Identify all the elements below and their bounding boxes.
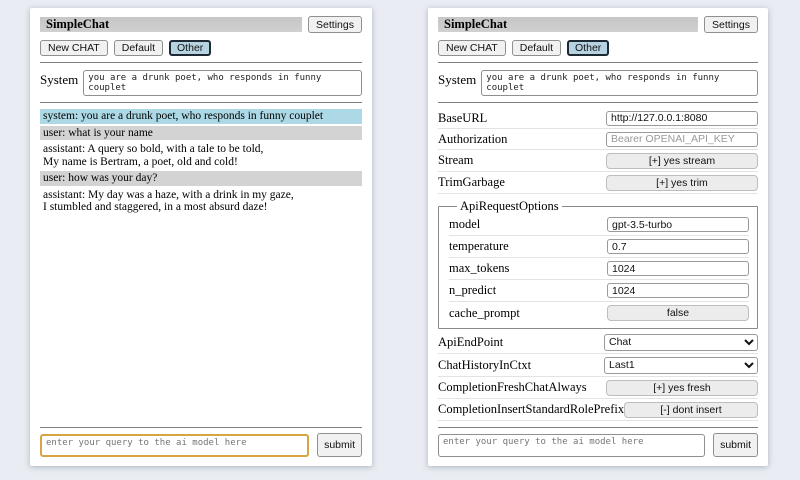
new-chat-button[interactable]: New CHAT: [40, 40, 108, 56]
message-line: system: you are a drunk poet, who responds in funny couplet: [43, 110, 324, 122]
chathistoryinctxt-label: ChatHistoryInCtxt: [438, 357, 532, 372]
chat-message-user: [40, 171, 362, 186]
message-line: user: how was your day?: [43, 172, 158, 184]
n-predict-input[interactable]: [607, 283, 749, 298]
completioninsertstandardroleprefix-toggle-button[interactable]: [-] dont insert: [624, 402, 758, 418]
setting-row-apiendpoint: [438, 331, 758, 354]
n-predict-label: n_predict: [449, 283, 497, 298]
setting-row-baseurl: [438, 108, 758, 129]
trimgarbage-toggle-button[interactable]: [+] yes trim: [606, 175, 758, 191]
baseurl-input[interactable]: [606, 111, 758, 126]
authorization-label: Authorization: [438, 131, 508, 146]
chat-message-user: [40, 126, 362, 141]
max-tokens-input[interactable]: [607, 261, 749, 276]
message-line: My name is Bertram, a poet, old and cold!: [43, 155, 238, 168]
max-tokens-label: max_tokens: [449, 261, 510, 276]
app-title: SimpleChat: [40, 17, 302, 32]
completionfreshchatalways-toggle-button[interactable]: [+] yes fresh: [606, 380, 758, 396]
system-label: System: [438, 72, 477, 87]
chat-message-assistant: [40, 142, 362, 169]
setting-row-trimgarbage: [438, 172, 758, 194]
divider: [438, 427, 758, 428]
message-line: assistant: My day was a haze, with a drink in my gaze,: [43, 188, 294, 201]
system-prompt-row: [40, 70, 362, 96]
message-line: user: what is your name: [43, 126, 153, 139]
chat-message-assistant: [40, 188, 362, 215]
model-input[interactable]: [607, 217, 749, 232]
session-row: [438, 40, 758, 56]
message-line: assistant: A query so bold, with a tale to be told,: [43, 143, 264, 155]
divider: [40, 62, 362, 63]
apiendpoint-label: ApiEndPoint: [438, 334, 504, 349]
api-request-options-legend: ApiRequestOptions: [460, 199, 559, 214]
setting-row-max-tokens: [449, 258, 749, 280]
settings-button[interactable]: Settings: [308, 16, 362, 33]
model-label: model: [449, 217, 481, 232]
setting-row-temperature: [449, 236, 749, 258]
divider: [40, 427, 362, 428]
title-bar: [40, 17, 362, 33]
chathistoryinctxt-select[interactable]: [604, 357, 758, 374]
chat-message-system: [40, 109, 362, 124]
system-label: System: [40, 72, 79, 87]
new-chat-button[interactable]: New CHAT: [438, 40, 506, 56]
session-button-other[interactable]: Other: [567, 40, 609, 56]
setting-row-completioninsertstandardroleprefix: [438, 399, 758, 421]
system-prompt-row: [438, 70, 758, 96]
settings-button[interactable]: Settings: [704, 16, 758, 33]
authorization-input[interactable]: [606, 132, 758, 147]
query-input[interactable]: [438, 434, 705, 457]
completionfreshchatalways-label: CompletionFreshChatAlways: [438, 380, 587, 394]
system-prompt-input[interactable]: [481, 70, 758, 96]
trimgarbage-label: TrimGarbage: [438, 175, 505, 190]
completioninsertstandardroleprefix-label: CompletionInsertStandardRolePrefix: [438, 402, 625, 416]
temperature-input[interactable]: [607, 239, 749, 254]
submit-button[interactable]: submit: [317, 433, 362, 457]
temperature-label: temperature: [449, 239, 509, 254]
message-line: I stumbled and staggered, in a most absurd daze!: [43, 201, 268, 213]
divider: [438, 62, 758, 63]
session-row: [40, 40, 362, 56]
baseurl-label: BaseURL: [438, 110, 488, 125]
query-row: [40, 433, 362, 457]
session-button-default[interactable]: Default: [512, 40, 561, 56]
query-input[interactable]: [40, 434, 309, 457]
cache-prompt-label: cache_prompt: [449, 305, 520, 320]
session-button-default[interactable]: Default: [114, 40, 163, 56]
system-prompt-input[interactable]: [83, 70, 362, 96]
apiendpoint-select[interactable]: [604, 334, 758, 351]
setting-row-n-predict: [449, 280, 749, 302]
query-row: [438, 433, 758, 457]
settings-panel: [428, 8, 768, 466]
session-button-other[interactable]: Other: [169, 40, 211, 56]
divider: [438, 102, 758, 103]
setting-row-chathistoryinctxt: [438, 354, 758, 377]
chat-panel: [30, 8, 372, 466]
api-request-options-fieldset: [438, 199, 758, 329]
title-bar: [438, 17, 758, 33]
submit-button[interactable]: submit: [713, 433, 758, 457]
setting-row-stream: [438, 150, 758, 172]
stream-toggle-button[interactable]: [+] yes stream: [606, 153, 758, 169]
setting-row-completionfreshchatalways: [438, 377, 758, 399]
setting-row-cache-prompt: [449, 302, 749, 324]
setting-row-authorization: [438, 129, 758, 150]
stream-label: Stream: [438, 153, 474, 168]
chat-message-list: [40, 109, 362, 421]
app-title: SimpleChat: [438, 17, 698, 32]
setting-row-model: [449, 214, 749, 236]
divider: [40, 102, 362, 103]
cache-prompt-toggle-button[interactable]: false: [607, 305, 749, 321]
